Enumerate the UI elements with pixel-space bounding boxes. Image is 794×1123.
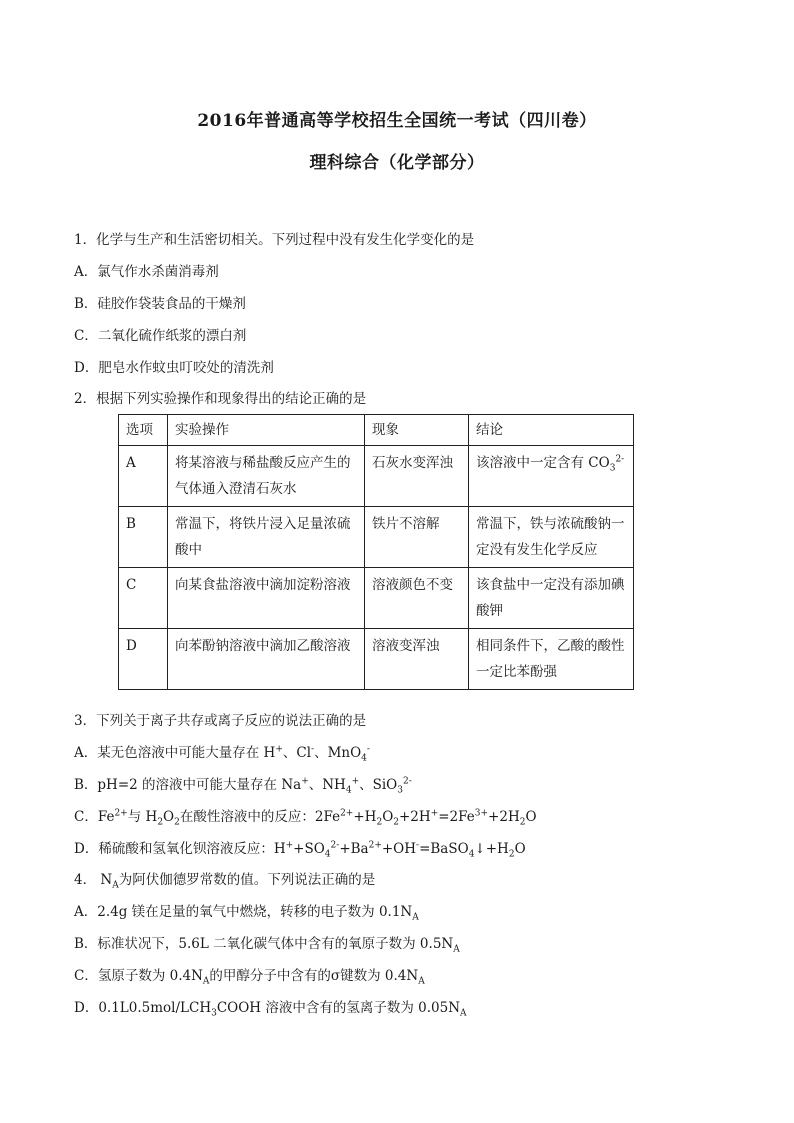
q4-option-a: A．2.4g 镁在足量的氧气中燃烧，转移的电子数为 $0.1N_A$ (74, 904, 419, 923)
table-header-cell: 现象 (365, 415, 469, 446)
q3-option-c: C．$Fe^{2+}$与 $H_2O_2$在酸性溶液中的反应：$2Fe^{2+}+H_2O_2+2H^+=2Fe^{3+}+2H_2O$ (74, 808, 537, 828)
q3-option-d: D．稀硫酸和氢氧化钡溶液反应：$H^++SO_4^{2-}+Ba^{2+}+OH^-=BaSO_4↓+H_2O$ (74, 840, 526, 860)
table-cell-phenomenon: 石灰水变浑浊 (365, 446, 469, 507)
exam-subtitle: 理科综合（化学部分） (309, 153, 485, 173)
q4-stem: 4． $N_A$为阿伏伽德罗常数的值。下列说法正确的是 (74, 872, 376, 891)
table-row (119, 568, 634, 629)
q1-option-a: A．氯气作水杀菌消毒剂 (74, 264, 219, 280)
q1-option-c: C．二氧化硫作纸浆的漂白剂 (74, 328, 247, 344)
table-cell-conclusion: 相同条件下，乙酸的酸性一定比苯酚强 (469, 629, 634, 690)
superscript: 2- (615, 454, 625, 465)
table-cell-operation: 向苯酚钠溶液中滴加乙酸溶液 (168, 629, 365, 690)
table-cell-conclusion: 该食盐中一定没有添加碘酸钾 (469, 568, 634, 629)
q4-option-d: D．$0.1L0.5mol/LCH_3COOH$ 溶液中含有的氢离子数为 $0.05N_A$ (74, 1000, 467, 1019)
exam-title: 2016年普通高等学校招生全国统一考试（四川卷） (197, 111, 597, 131)
q4-option-b: B．标准状况下，5.6L 二氧化碳气体中含有的氧原子数为 $0.5N_A$ (74, 936, 460, 955)
subscript: 3 (609, 463, 616, 474)
table-row (119, 446, 634, 507)
table-cell-phenomenon: 溶液变浑浊 (365, 629, 469, 690)
table-cell-conclusion (469, 446, 634, 507)
table-header-cell: 结论 (469, 415, 634, 446)
q3-stem: 3．下列关于离子共存或离子反应的说法正确的是 (74, 713, 367, 729)
table-cell-phenomenon: 铁片不溶解 (365, 507, 469, 568)
q1-option-b: B．硅胶作袋装食品的干燥剂 (74, 296, 246, 312)
table-cell-option: A (119, 446, 168, 507)
table-cell-operation: 常温下，将铁片浸入足量浓硫酸中 (168, 507, 365, 568)
q3-option-b: B．pH=2 的溶液中可能大量存在 Na+、$NH_4^+$、SiO$_3^{2-}$ (74, 776, 412, 796)
table-cell-option: C (119, 568, 168, 629)
table-cell-conclusion: 常温下，铁与浓硫酸钠一定没有发生化学反应 (469, 507, 634, 568)
q1-stem: 1．化学与生产和生活密切相关。下列过程中没有发生化学变化的是 (74, 232, 475, 248)
table-header-row (119, 415, 634, 446)
conclusion-text: 该溶液中一定含有 CO (476, 455, 610, 471)
q4-option-c: C．氢原子数为 $0.4N_A$的甲醇分子中含有的σ键数为 $0.4N_A$ (74, 968, 425, 987)
table-row (119, 507, 634, 568)
table-cell-option: B (119, 507, 168, 568)
table-cell-option: D (119, 629, 168, 690)
table-header-cell: 实验操作 (168, 415, 365, 446)
table-row (119, 629, 634, 690)
table-header-cell: 选项 (119, 415, 168, 446)
q2-stem: 2．根据下列实验操作和现象得出的结论正确的是 (74, 391, 367, 407)
q3-option-a: A．某无色溶液中可能大量存在 H+、Cl-、MnO$_4$- (74, 744, 370, 764)
table-cell-phenomenon: 溶液颜色不变 (365, 568, 469, 629)
q2-table (118, 414, 634, 690)
table-cell-operation: 向某食盐溶液中滴加淀粉溶液 (168, 568, 365, 629)
q1-option-d: D．肥皂水作蚊虫叮咬处的清洗剂 (74, 360, 274, 376)
table-cell-operation: 将某溶液与稀盐酸反应产生的气体通入澄清石灰水 (168, 446, 365, 507)
